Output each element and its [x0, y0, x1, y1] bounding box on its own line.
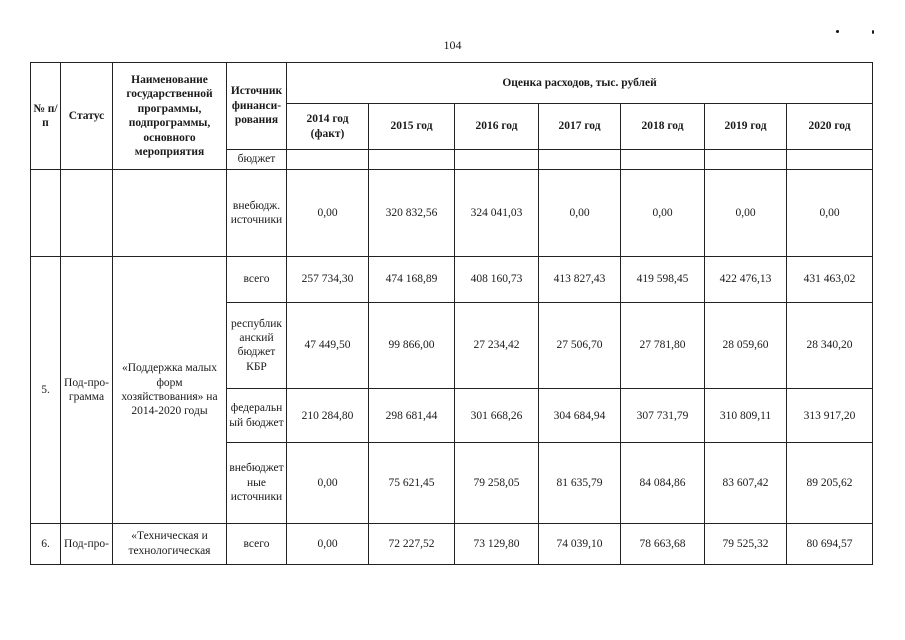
scan-speck	[836, 30, 839, 33]
header-year: 2015 год	[369, 104, 455, 149]
header-year: 2017 год	[539, 104, 621, 149]
value-cell: 313 917,20	[787, 389, 873, 443]
value-cell: 83 607,42	[705, 443, 787, 524]
row-program-name: «Поддержка малых форм хозяйствования» на 2014-2020 годы	[113, 257, 227, 523]
value-cell: 27 506,70	[539, 302, 621, 389]
value-cell: 0,00	[287, 443, 369, 524]
source-cell: внебюджетные источники	[227, 443, 287, 524]
header-status: Статус	[61, 63, 113, 170]
value-cell: 72 227,52	[369, 523, 455, 564]
row-number: 6.	[31, 523, 61, 564]
value-cell: 431 463,02	[787, 257, 873, 302]
page-number: 104	[443, 38, 462, 52]
source-cell: республиканский бюджет КБР	[227, 302, 287, 389]
value-cell: 408 160,73	[455, 257, 539, 302]
value-cell	[621, 149, 705, 170]
header-source: Источник финанси-рования	[227, 63, 287, 150]
value-cell: 304 684,94	[539, 389, 621, 443]
source-cell: бюджет	[227, 149, 287, 170]
table-row	[31, 257, 873, 302]
value-cell: 28 340,20	[787, 302, 873, 389]
source-cell: всего	[227, 257, 287, 302]
value-cell: 0,00	[287, 523, 369, 564]
value-cell: 73 129,80	[455, 523, 539, 564]
value-cell: 310 809,11	[705, 389, 787, 443]
header-name: Наименование государственной программы, подпрограммы, основного мероприятия	[113, 63, 227, 170]
value-cell: 0,00	[287, 170, 369, 257]
row-program-name: «Техническая и технологическая	[113, 523, 227, 564]
empty-cell	[113, 170, 227, 257]
row-status: Под-про-	[61, 523, 113, 564]
empty-cell	[31, 170, 61, 257]
header-year: 2016 год	[455, 104, 539, 149]
header-num: № п/п	[31, 63, 61, 170]
value-cell: 474 168,89	[369, 257, 455, 302]
value-cell: 301 668,26	[455, 389, 539, 443]
header-year: 2018 год	[621, 104, 705, 149]
value-cell: 79 525,32	[705, 523, 787, 564]
source-cell: внебюдж. источники	[227, 170, 287, 257]
scan-speck	[872, 30, 874, 34]
table-row	[31, 523, 873, 564]
value-cell	[369, 149, 455, 170]
value-cell	[705, 149, 787, 170]
value-cell: 298 681,44	[369, 389, 455, 443]
value-cell: 419 598,45	[621, 257, 705, 302]
value-cell: 75 621,45	[369, 443, 455, 524]
value-cell: 28 059,60	[705, 302, 787, 389]
value-cell: 210 284,80	[287, 389, 369, 443]
value-cell	[539, 149, 621, 170]
source-cell: федеральный бюджет	[227, 389, 287, 443]
value-cell: 0,00	[705, 170, 787, 257]
value-cell: 0,00	[539, 170, 621, 257]
header-year: 2014 год (факт)	[287, 104, 369, 149]
header-year: 2019 год	[705, 104, 787, 149]
row-status: Под-про-грамма	[61, 257, 113, 523]
value-cell: 74 039,10	[539, 523, 621, 564]
value-cell: 307 731,79	[621, 389, 705, 443]
value-cell: 80 694,57	[787, 523, 873, 564]
value-cell: 79 258,05	[455, 443, 539, 524]
value-cell: 413 827,43	[539, 257, 621, 302]
row-number: 5.	[31, 257, 61, 523]
value-cell: 320 832,56	[369, 170, 455, 257]
value-cell: 0,00	[621, 170, 705, 257]
value-cell: 422 476,13	[705, 257, 787, 302]
table-row	[31, 170, 873, 257]
value-cell	[287, 149, 369, 170]
value-cell: 81 635,79	[539, 443, 621, 524]
header-year: 2020 год	[787, 104, 873, 149]
value-cell: 47 449,50	[287, 302, 369, 389]
value-cell: 84 084,86	[621, 443, 705, 524]
value-cell: 89 205,62	[787, 443, 873, 524]
header-costs: Оценка расходов, тыс. рублей	[287, 63, 873, 104]
empty-cell	[61, 170, 113, 257]
value-cell: 0,00	[787, 170, 873, 257]
value-cell: 99 866,00	[369, 302, 455, 389]
value-cell: 27 781,80	[621, 302, 705, 389]
source-cell: всего	[227, 523, 287, 564]
value-cell	[455, 149, 539, 170]
value-cell: 257 734,30	[287, 257, 369, 302]
header-row-1	[31, 63, 873, 104]
value-cell: 78 663,68	[621, 523, 705, 564]
value-cell: 27 234,42	[455, 302, 539, 389]
value-cell	[787, 149, 873, 170]
expenditure-table	[30, 62, 873, 565]
value-cell: 324 041,03	[455, 170, 539, 257]
